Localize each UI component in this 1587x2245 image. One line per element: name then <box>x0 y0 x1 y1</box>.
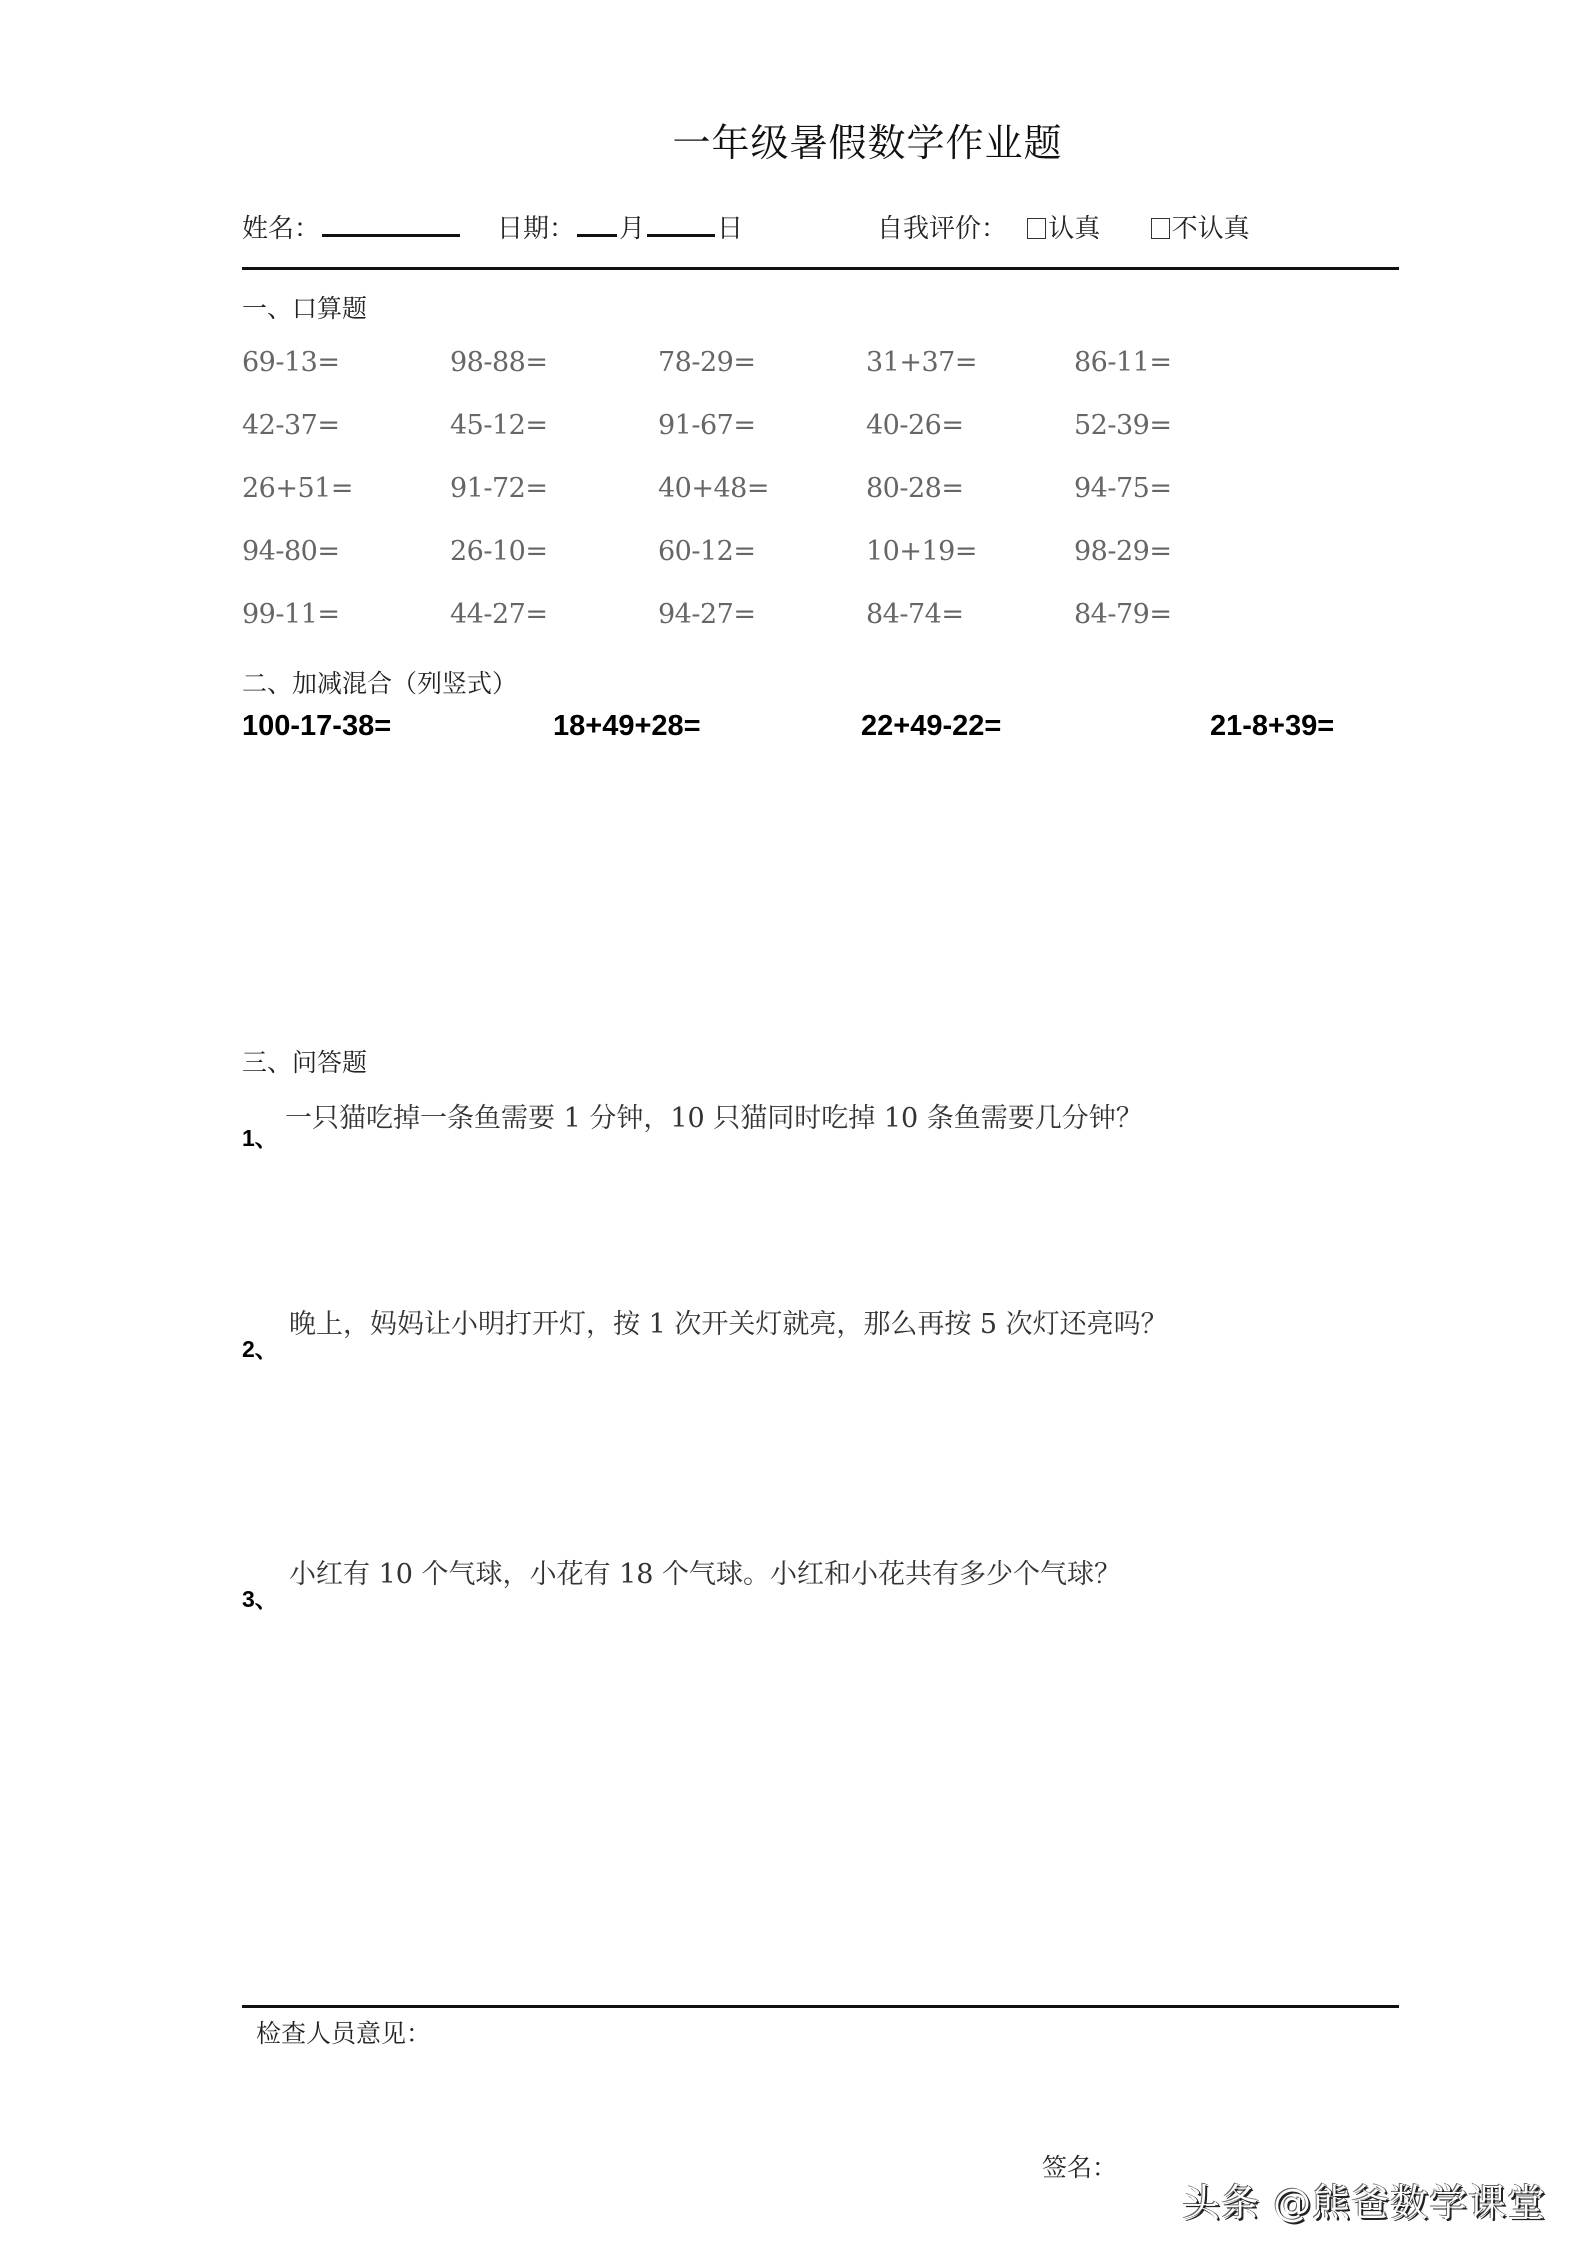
oral-problem: 78-29= <box>658 347 756 378</box>
mixed-problem: 21-8+39= <box>1210 710 1335 742</box>
header-divider <box>242 267 1399 270</box>
oral-problem: 94-27= <box>658 599 756 630</box>
oral-problem: 42-37= <box>242 410 340 441</box>
day-blank[interactable] <box>647 210 715 237</box>
day-label: 日 <box>717 214 744 244</box>
signature-label: 签名： <box>1042 2153 1118 2182</box>
oral-problem: 99-11= <box>242 599 340 630</box>
section2-heading: 二、加减混合（列竖式） <box>242 669 518 698</box>
oral-problem: 98-29= <box>1074 536 1172 567</box>
reviewer-comment-label: 检查人员意见： <box>256 2019 432 2048</box>
name-field <box>242 208 462 245</box>
oral-problem: 26+51= <box>242 473 353 504</box>
oral-problem: 31+37= <box>866 347 977 378</box>
worksheet-title: 一年级暑假数学作业题 <box>672 121 1063 165</box>
oral-problem: 10+19= <box>866 536 977 567</box>
oral-problem: 69-13= <box>242 347 340 378</box>
section3-heading: 三、问答题 <box>242 1048 368 1077</box>
option-serious[interactable] <box>1027 214 1100 244</box>
oral-problem: 91-72= <box>450 473 548 504</box>
question-text: 一只猫吃掉一条鱼需要 1 分钟，10 只猫同时吃掉 10 条鱼需要几分钟？ <box>285 1103 1143 1134</box>
checkbox-icon[interactable] <box>1027 218 1046 239</box>
option-serious-label: 认真 <box>1048 214 1101 244</box>
mixed-problem: 100-17-38= <box>242 710 392 742</box>
question-text: 小红有 10 个气球，小花有 18 个气球。小红和小花共有多少个气球？ <box>289 1559 1122 1590</box>
footer-divider <box>242 2005 1399 2008</box>
question-number: 2、 <box>242 1336 278 1362</box>
checkbox-icon[interactable] <box>1151 218 1170 239</box>
self-evaluation <box>877 208 1250 245</box>
oral-problem: 52-39= <box>1074 410 1172 441</box>
section1-heading: 一、口算题 <box>242 294 368 323</box>
oral-problem: 98-88= <box>450 347 548 378</box>
month-blank[interactable] <box>577 210 617 237</box>
oral-problem: 91-67= <box>658 410 756 441</box>
option-not-serious[interactable] <box>1151 214 1250 244</box>
date-field <box>497 208 743 245</box>
month-label: 月 <box>619 214 646 244</box>
oral-problem: 40-26= <box>866 410 964 441</box>
oral-problem: 45-12= <box>450 410 548 441</box>
name-label: 姓名： <box>242 214 321 244</box>
oral-problem: 84-79= <box>1074 599 1172 630</box>
oral-problem: 60-12= <box>658 536 756 567</box>
question-number: 3、 <box>242 1586 278 1612</box>
mixed-problem: 18+49+28= <box>553 710 701 742</box>
oral-problem: 26-10= <box>450 536 548 567</box>
question-text: 晚上，妈妈让小明打开灯，按 1 次开关灯就亮，那么再按 5 次灯还亮吗？ <box>289 1309 1168 1340</box>
question-number: 1、 <box>242 1125 278 1151</box>
date-label: 日期： <box>497 214 576 244</box>
watermark: 头条 @熊爸数学课堂 <box>1182 2181 1547 2225</box>
option-not-serious-label: 不认真 <box>1171 214 1250 244</box>
oral-problem: 80-28= <box>866 473 964 504</box>
self-eval-label: 自我评价： <box>877 214 1008 244</box>
oral-problem: 40+48= <box>658 473 769 504</box>
oral-problem: 44-27= <box>450 599 548 630</box>
name-blank[interactable] <box>322 210 460 237</box>
oral-problem: 86-11= <box>1074 347 1172 378</box>
mixed-problem: 22+49-22= <box>861 710 1002 742</box>
oral-problem: 94-80= <box>242 536 340 567</box>
oral-problem: 84-74= <box>866 599 964 630</box>
oral-problem: 94-75= <box>1074 473 1172 504</box>
